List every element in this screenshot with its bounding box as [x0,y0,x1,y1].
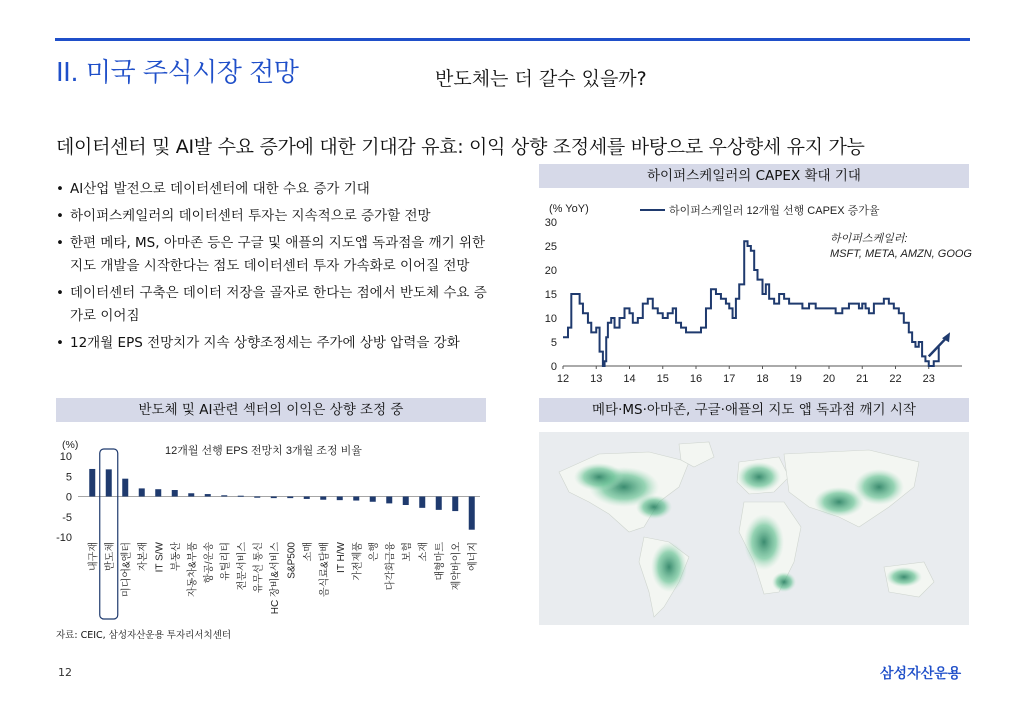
y-tick-label: 0 [550,361,557,373]
bullet-item: • 데이터센터 구축은 데이터 저장을 골자로 한다는 점에서 반도체 수요 증가로 이어짐 [56,282,496,328]
x-tick-label: 17 [723,373,736,385]
category-label: 에너지 [467,542,479,571]
page-subtitle: 반도체는 더 갈수 있을까? [435,68,647,90]
category-label: 유틸리티 [220,542,232,581]
y-tick-label: 0 [65,491,72,504]
y-tick-label: 10 [544,313,557,325]
category-label: 제약바이오 [451,542,463,591]
bar [337,497,343,501]
y-tick-label: 5 [550,337,557,349]
annotation-text: 하이퍼스케일러: [830,233,908,245]
annotation-text: MSFT, META, AMZN, GOOG [830,248,972,260]
bar [370,497,376,502]
category-label: 전문서비스 [236,542,248,591]
bullet-item: • 하이퍼스케일러의 데이터센터 투자는 지속적으로 증가할 전망 [56,205,496,228]
bullet-list [56,178,496,359]
y-tick-label: 10 [59,451,72,463]
category-label: 유무선 통신 [253,542,265,594]
category-label: 반도체 [104,542,116,571]
bullet-item: • AI산업 발전으로 데이터센터에 대한 수요 증가 기대 [56,178,496,201]
chart-title: 12개월 선행 EPS 전망치 3개월 조정 비율 [165,445,362,457]
bar [205,494,211,496]
x-tick-label: 16 [689,373,703,385]
category-label: IT H/W [335,542,347,573]
headline: 데이터센터 및 AI발 수요 증가에 대한 기대감 유효: 이익 상향 조정세를 바탕으로 우상향세 유지 가능 [56,136,865,158]
x-tick-label: 13 [590,373,603,385]
x-tick-label: 22 [889,373,902,385]
y-tick-label: 25 [544,241,557,253]
y-tick-label: 30 [544,217,557,229]
bar [353,497,359,501]
category-label: 가전제품 [352,542,364,581]
bar [320,497,326,500]
category-label: 자본재 [137,542,149,571]
category-label: 음식료&담배 [319,542,331,597]
capex-line-chart [530,196,980,388]
x-tick-label: 12 [556,373,570,385]
eps-panel-header: 반도체 및 AI관련 섹터의 이익은 상향 조정 중 [56,398,486,422]
category-label: 다각화금융 [385,542,397,591]
x-tick-label: 18 [756,373,769,385]
brand-logo-text: 삼성자산운용 [880,666,962,682]
bar [89,469,95,497]
x-tick-label: 21 [856,373,869,385]
category-label: IT S/W [154,542,166,573]
bar [122,479,128,497]
category-label: 보험 [401,542,413,562]
bar [238,496,244,497]
bar [469,497,475,530]
x-tick-label: 19 [789,373,802,385]
world-heatmap [539,432,969,625]
source-note: 자료: CEIC, 삼성자산운용 투자리서치센터 [56,630,232,641]
bar [172,490,178,496]
category-label: 소매 [302,542,314,562]
category-label: 소재 [418,542,430,562]
bar [403,497,409,506]
eps-bar-chart [50,434,490,624]
page-number: 12 [58,666,72,679]
bar [436,497,442,510]
y-tick-label: 20 [544,265,557,277]
map-panel-header: 메타·MS·아마존, 구글·애플의 지도 앱 독과점 깨기 시작 [539,398,969,422]
category-label: 자동차&부품 [187,542,199,597]
y-tick-label: -10 [56,532,72,544]
legend-label: 하이퍼스케일러 12개월 선행 CAPEX 증가율 [669,205,880,217]
y-axis-label: (% YoY) [549,203,589,215]
x-tick-label: 15 [656,373,669,385]
bar [304,497,310,499]
top-rule [55,38,970,41]
category-label: S&P500 [286,542,298,579]
category-label: HC 장비&서비스 [269,542,281,615]
y-axis-label: (%) [62,439,79,451]
x-tick-label: 23 [922,373,935,385]
page-title: II. 미국 주식시장 전망 [56,58,299,88]
x-tick-label: 20 [822,373,836,385]
world-map-image [539,432,969,625]
category-label: 항공/운송 [203,542,215,584]
bullet-item: • 한편 메타, MS, 아마존 등은 구글 및 애플의 지도앱 독과점을 깨기 위한 지도 개발을 시작한다는 점도 데이터센터 투자 가속화로 이어질 전망 [56,232,496,278]
y-tick-label: 15 [544,289,557,301]
bar [139,488,145,496]
bar [221,495,227,496]
category-label: 미디어&엔터 [121,542,133,597]
category-label: 은행 [368,542,380,562]
bar [254,497,260,498]
bar [106,469,112,496]
y-tick-label: -5 [62,511,72,524]
bar [287,497,293,499]
bar [188,493,194,496]
bar [155,489,161,496]
bullet-item: • 12개월 EPS 전망치가 지속 상향조정세는 주가에 상방 압력을 강화 [56,332,496,355]
x-tick-label: 14 [623,373,636,385]
category-label: 부동산 [170,542,182,571]
y-tick-label: 5 [65,471,72,484]
bar [452,497,458,512]
capex-panel-header: 하이퍼스케일러의 CAPEX 확대 기대 [539,164,969,188]
bar [271,497,277,499]
category-label: 내구재 [88,542,100,571]
category-label: 대형마트 [434,542,446,581]
bar [386,497,392,504]
bar [419,497,425,508]
